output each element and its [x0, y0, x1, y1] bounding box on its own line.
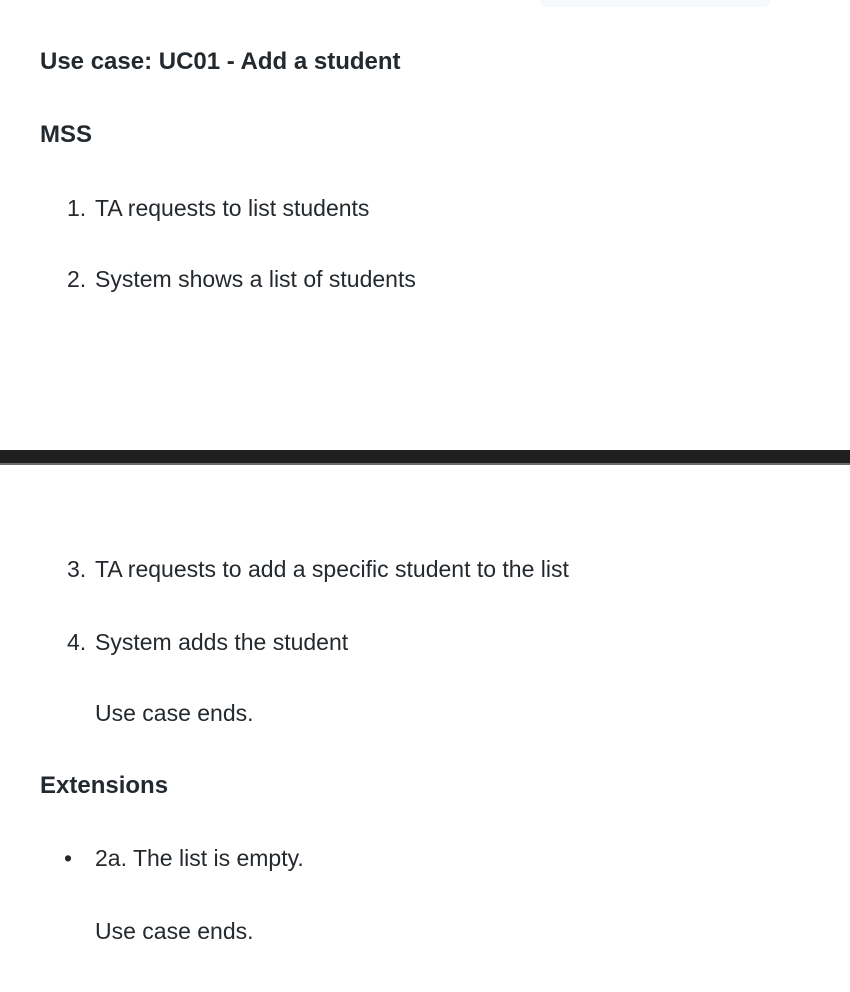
use-case-title: Use case: UC01 - Add a student	[40, 48, 401, 75]
bullet-icon: •	[64, 845, 73, 871]
clipped-code-block	[540, 0, 770, 7]
step-number: 1.	[67, 195, 87, 221]
screenshot-divider	[0, 450, 850, 465]
mss-end-text: Use case ends.	[95, 700, 254, 726]
step-text: System adds the student	[95, 629, 349, 655]
step-text: TA requests to add a specific student to the list	[95, 556, 569, 582]
step-number: 2.	[67, 266, 87, 292]
extension-2a-end-text: Use case ends.	[95, 918, 254, 944]
extensions-heading: Extensions	[40, 772, 169, 799]
step-text: TA requests to list students	[95, 195, 370, 221]
mss-step-1	[67, 193, 369, 223]
mss-step-4	[67, 627, 348, 657]
mss-step-3	[67, 554, 569, 584]
mss-heading: MSS	[40, 121, 93, 148]
step-text: System shows a list of students	[95, 266, 416, 292]
step-number: 3.	[67, 556, 87, 582]
step-number: 4.	[67, 629, 87, 655]
extension-2a-text: 2a. The list is empty.	[95, 845, 304, 871]
mss-step-2	[67, 264, 416, 294]
